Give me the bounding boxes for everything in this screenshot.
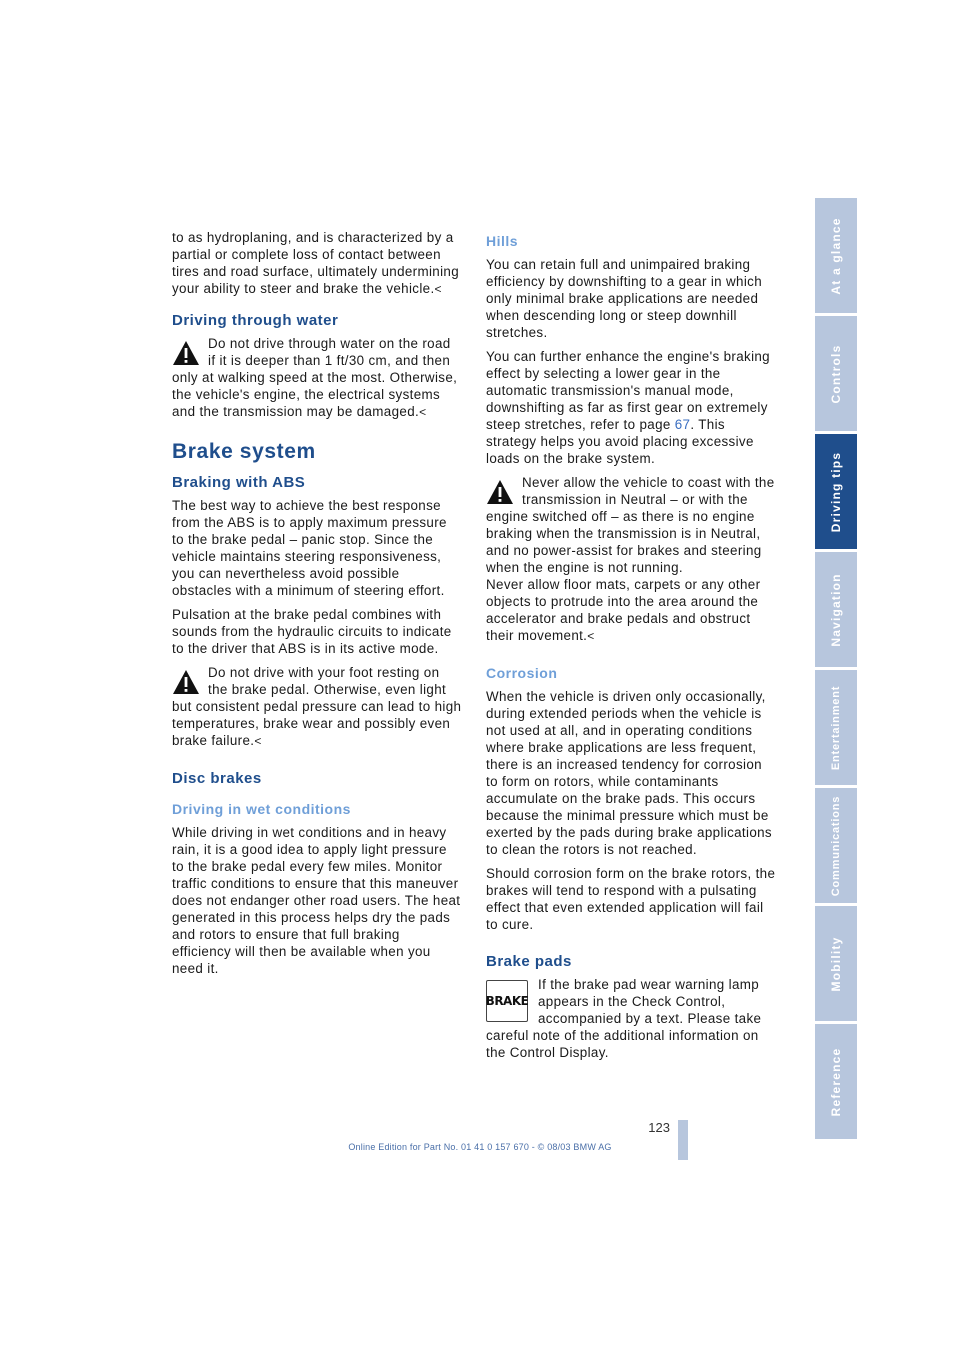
tab-mobility[interactable]: Mobility [815, 906, 857, 1024]
tab-controls[interactable]: Controls [815, 316, 857, 434]
page-number: 123 [648, 1120, 670, 1135]
brake-pads-heading: Brake pads [486, 953, 572, 970]
wet-conditions-paragraph: While driving in wet conditions and in heavy rain, it is a good idea to apply light pressure to the brake pedal every few miles. Monitor traffic conditions to ensure that this maneuver does not endanger other road users. The heat generated in this process helps dry the pads and rotors to ensure that full braking efficiency will then be available when you need it. [172, 825, 461, 976]
warning-triangle-icon [172, 339, 200, 367]
disc-brakes-heading: Disc brakes [172, 770, 262, 787]
intro-paragraph: to as hydroplaning, and is characterized by a partial or complete loss of contact between tires and road surface, ultimately undermining your ability to steer and brake the vehicle.< [172, 230, 460, 296]
warning-triangle-icon [172, 668, 200, 696]
tab-at-a-glance[interactable]: At a glance [815, 198, 857, 316]
abs-heading: Braking with ABS [172, 474, 306, 491]
hills-warning-note: Never allow the vehicle to coast with the transmission in Neutral – or with the engine switched off – as there is no engine braking when the transmission is in Neutral, and no power-assist for brakes and steering when the engine is not running. Never allow floor mats, carpets or any other objects to protrude into the area around the accelerator and brake pedals and obstruct their movement.< [486, 475, 775, 643]
brake-system-heading: Brake system [172, 440, 316, 463]
tab-driving-tips[interactable]: Driving tips [815, 434, 857, 552]
left-column [172, 229, 462, 984]
warning-triangle-icon [486, 478, 514, 506]
hills-paragraph-2: You can further enhance the engine's braking effect by selecting a lower gear in the automatic transmission's manual mode, downshifting as far as first gear on extremely steep stretches, refer to page 67. This strategy helps you avoid placing excessive loads on the brake system. [486, 349, 770, 466]
wet-conditions-heading: Driving in wet conditions [172, 801, 351, 817]
corrosion-heading: Corrosion [486, 665, 558, 681]
tab-communications[interactable]: Communications [815, 788, 857, 906]
corrosion-paragraph-1: When the vehicle is driven only occasionally, during extended periods when the vehicle is not used at all, and in operating conditions where brake applications are less frequent, there is an increased tendency for corrosion to form on rotors, while contaminants accumulate on the brake pads. This occurs because the minimal pressure which must be exerted by the pads during brake applications to clean the rotors is not reached. [486, 689, 772, 857]
page-number-bar [678, 1120, 688, 1160]
tab-navigation[interactable]: Navigation [815, 552, 857, 670]
tab-reference[interactable]: Reference [815, 1024, 857, 1142]
section-sidebar [815, 198, 857, 1142]
abs-paragraph-2: Pulsation at the brake pedal combines with sounds from the hydraulic circuits to indicate to the driver that ABS is in its active mode. [172, 607, 452, 656]
right-column [486, 229, 776, 1068]
water-warning-note: Do not drive through water on the road if it is deeper than 1 ft/30 cm, and then only at walking speed at the most. Otherwise, the vehicle's engine, the electrical systems and the transmission may be damaged.< [172, 336, 458, 419]
abs-paragraph-1: The best way to achieve the best response from the ABS is to apply maximum pressure to the brake pedal – panic stop. Since the vehicle maintains steering responsiveness, you can nevertheless avoid possible obstacles with a minimum of steering effort. [172, 498, 447, 598]
abs-warning-note: Do not drive with your foot resting on the brake pedal. Otherwise, even light but consistent pedal pressure can lead to high temperatures, brake wear and possibly even brake failure.< [172, 665, 462, 748]
corrosion-paragraph-2: Should corrosion form on the brake rotors, the brakes will tend to respond with a pulsating effect that even extended application will fail to cure. [486, 866, 776, 932]
tab-entertainment[interactable]: Entertainment [815, 670, 857, 788]
hills-paragraph-1: You can retain full and unimpaired braking efficiency by downshifting to a gear in which only minimal brake applications are needed when descending long or steep downhill stretches. [486, 257, 763, 340]
page-67-link[interactable]: 67 [674, 417, 691, 432]
footer-edition: Online Edition for Part No. 01 41 0 157 670 - © 08/03 BMW AG [348, 1142, 612, 1152]
brake-pads-note: BRAKE If the brake pad wear warning lamp appears in the Check Control, accompanied by a text. Please take careful note of the additional information on the Control Display. [485, 977, 762, 1060]
hills-heading: Hills [486, 233, 519, 249]
brake-warning-lamp-icon: BRAKE [486, 980, 528, 1022]
water-heading: Driving through water [172, 312, 339, 329]
